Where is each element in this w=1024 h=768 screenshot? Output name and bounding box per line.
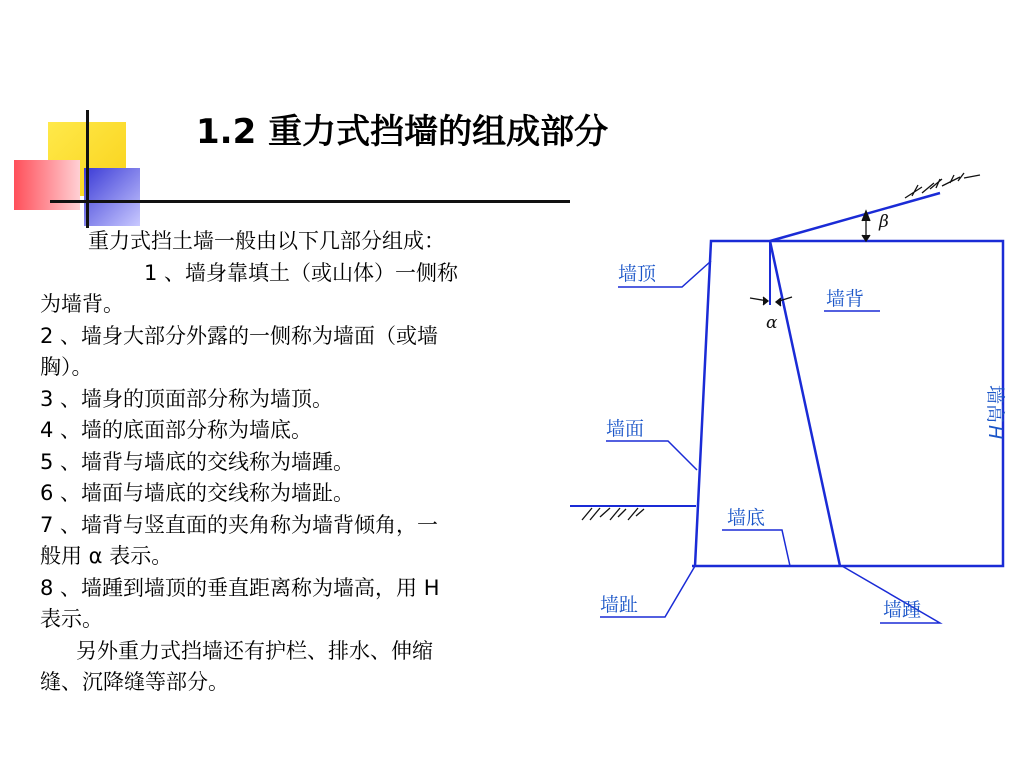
paragraph-extra-a: 另外重力式挡墙还有护栏、排水、伸缩 [76, 638, 433, 663]
paragraph-item-2b: 胸）。 [40, 355, 93, 379]
paragraph-item-7b: 般用 α 表示。 [40, 544, 173, 568]
slope-hatching [905, 173, 980, 198]
paragraph-item-1a: 1 、墙身靠填土（或山体）一侧称 [144, 260, 459, 285]
paragraph-item-7a: 7 、墙背与竖直面的夹角称为墙背倾角，一 [40, 512, 439, 537]
label-wall-height-group [984, 385, 1006, 439]
paragraph-extra-b: 缝、沉降缝等部分。 [40, 670, 229, 694]
beta-symbol: β [879, 212, 889, 232]
alpha-symbol: α [766, 313, 778, 333]
paragraph-item-8b: 表示。 [40, 607, 103, 631]
label-wall-bottom: 墙底 [727, 507, 766, 529]
label-wall-back: 墙背 [826, 288, 865, 310]
decor-vertical-line [86, 110, 89, 228]
angle-symbols [766, 212, 889, 333]
ground-hatching [570, 506, 696, 520]
slide-title: 1.2 重力式挡墙的组成部分 [196, 112, 609, 152]
paragraph-item-4: 4 、墙的底面部分称为墙底。 [40, 418, 313, 442]
paragraph-item-5: 5 、墙背与墙底的交线称为墙踵。 [40, 449, 355, 474]
paragraph-item-3: 3 、墙身的顶面部分称为墙顶。 [40, 386, 334, 411]
label-wall-face: 墙面 [606, 418, 645, 440]
label-wall-top: 墙顶 [618, 263, 657, 285]
paragraph-item-8a: 8 、墙踵到墙顶的垂直距离称为墙高，用 H [40, 575, 440, 600]
diagram-labels [600, 263, 1006, 621]
title-underline [50, 200, 570, 203]
label-height-symbol: H [984, 425, 1006, 440]
paragraph-item-1b: 为墙背。 [40, 292, 124, 316]
retaining-wall-diagram [570, 165, 1010, 635]
paragraph-item-6: 6 、墙面与墙底的交线称为墙趾。 [40, 481, 355, 505]
paragraph-intro: 重力式挡土墙一般由以下几部分组成： [88, 229, 445, 253]
backfill-slope-line [770, 193, 940, 241]
label-wall-heel: 墙踵 [883, 599, 922, 621]
paragraph-item-2a: 2 、墙身大部分外露的一侧称为墙面（或墙 [40, 323, 439, 348]
body-text [40, 226, 570, 699]
label-wall-toe: 墙趾 [600, 594, 639, 616]
decor-blue-square [84, 168, 140, 226]
label-wall-height: 墙高 [984, 385, 1006, 424]
